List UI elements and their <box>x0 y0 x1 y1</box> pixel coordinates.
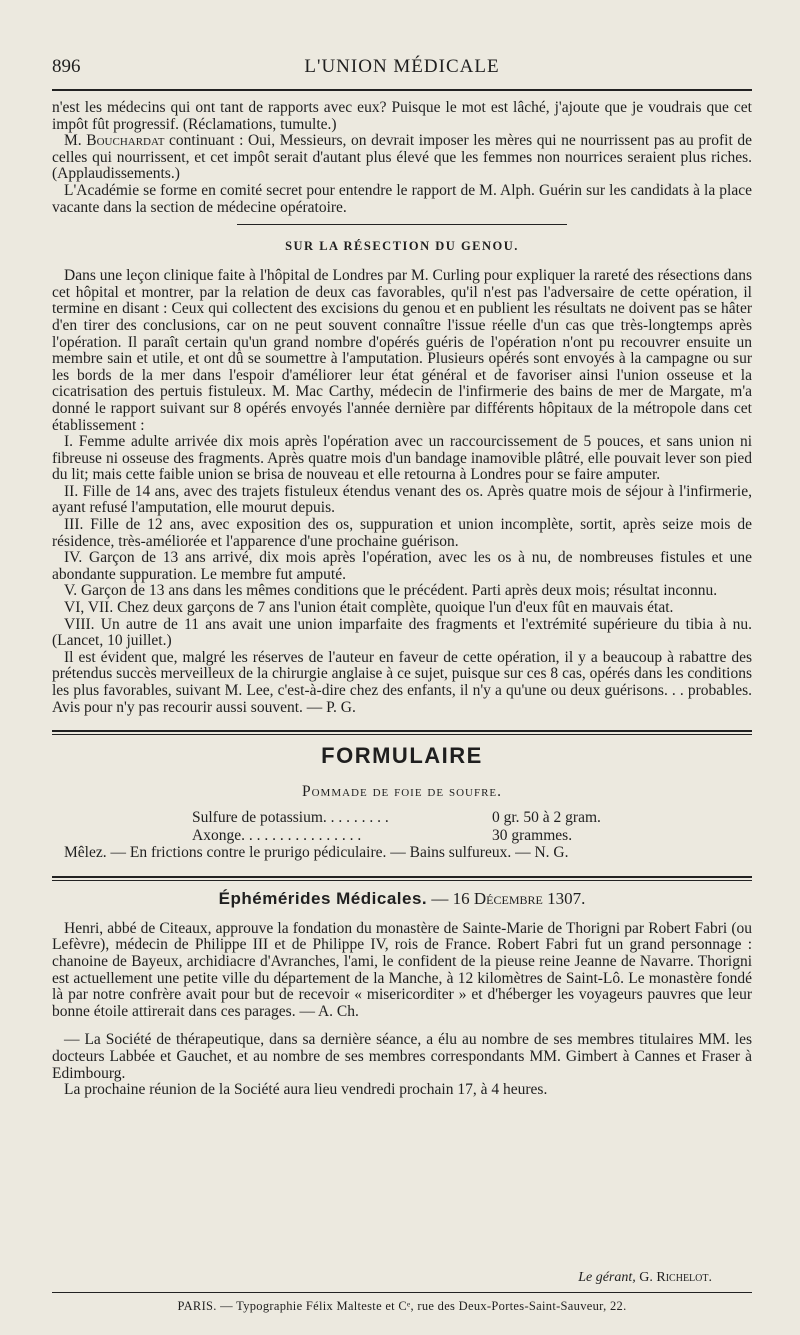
ingredient-row <box>52 809 752 827</box>
ephemerides-title <box>52 889 752 909</box>
societe-paragraph-1: — La Société de thérapeutique, dans sa dernière séance, a élu au nombre de ses membres titulaires MM. les docteurs Labbée et Gauchet, et au nombre de ses membres correspondants MM. Gimbert à Cannes et Fraser à Edimbourg. <box>52 1031 752 1082</box>
double-divider <box>52 876 752 881</box>
section-divider <box>237 224 567 225</box>
ingredient-quantity: 0 gr. 50 à 2 gram. <box>492 809 601 827</box>
gerant-label: Le gérant, <box>578 1270 636 1285</box>
journal-title: L'UNION MÉDICALE <box>304 56 500 77</box>
resection-title: SUR LA RÉSECTION DU GENOU. <box>285 239 519 254</box>
resection-paragraph: II. Fille de 14 ans, avec des trajets fistuleux étendus venant des os. Après quatre mois de séjour à l'infirmerie, ayant refusé l'amputation, elle mourut depuis. <box>52 482 752 517</box>
page-footer <box>52 1262 752 1314</box>
debate-paragraph-2 <box>52 133 752 183</box>
speaker-text: continuant : Oui, Messieurs, on devrait imposer les mères qui ne nourrissent pas au profit de celles qui nourrissent, et cet impôt serait d'autant plus élevé que les femmes non nourrices seraient plus riches. (Applaudissements.) <box>52 132 752 183</box>
double-divider <box>52 730 752 735</box>
ingredient-row <box>52 827 752 845</box>
debate-paragraph-1: n'est les médecins qui ont tant de rapports avec eux? Puisque le mot est lâché, j'ajoute que je voudrais que cet impôt fût progressif. (Réclamations, tumulte.) <box>52 99 752 133</box>
page-number: 896 <box>52 56 81 77</box>
gerant-signature <box>52 1270 752 1286</box>
recipe-usage: Mêlez. — En frictions contre le prurigo pédiculaire. — Bains sulfureux. — N. G. <box>64 844 569 862</box>
resection-paragraph: VIII. Un autre de 11 ans avait une union imparfaite des fragments et l'extrémité supérieure du tibia à nu. (Lancet, 10 juillet.) <box>52 615 752 650</box>
resection-paragraph: VI, VII. Chez deux garçons de 7 ans l'union était complète, quoique l'un d'eux fût en mauvais état. <box>64 599 674 617</box>
resection-paragraph: Dans une leçon clinique faite à l'hôpital de Londres par M. Curling pour expliquer la rareté des résections dans cet hôpital et montrer, par la relation de deux cas favorables, qu'il n'est pas l'adversaire de cette opération, il termine en disant : Ceux qui collectent des excisions du genou et en publient les résultats ne doivent pas se hâter d'en tirer des conclusions, car on ne peut souvent connaître l'issue réelle d'un cas que très-longtemps après l'opération. Il paraît certain qu'un grand nombre d'opérés guéris de l'opération n'ont pu recouvrer ensuite un membre sain et utile, et ont dû se soumettre à l'amputation. Plusieurs opérés sont envoyés à la campagne ou sur les bords de la mer dans l'espoir d'améliorer leur état général et de favoriser ainsi l'union osseuse et la cicatrisation des pertuis fistuleux. M. Mac Carthy, médecin de l'infirmerie des bains de mer de Margate, m'a donné le rapport suivant sur 8 opérés envoyés l'année dernière par différents hôpitaux de la métropole dans cet établissement : <box>52 267 752 434</box>
resection-paragraph: V. Garçon de 13 ans dans les mêmes conditions que le précédent. Parti après deux mois; résultat inconnu. <box>64 582 718 600</box>
recipe-title: Pommade de foie de soufre. <box>301 783 503 801</box>
printer-imprint: PARIS. — Typographie Félix Malteste et Cᵉ, rue des Deux-Portes-Saint-Sauveur, 22. <box>52 1292 752 1314</box>
ephemerides-paragraph: Henri, abbé de Citeaux, approuve la fondation du monastère de Sainte-Marie de Thorigni par Robert Fabri (ou Lefèvre), médecin de Philippe III et de Philippe IV, rois de France. Robert Fabri fut un grand personnage : chanoine de Bayeux, archidiacre d'Avranches, l'ami, le confident de la pieuse reine Jeanne de Navarre. Thorigni est actuellement une petite ville du département de la Manche, à 12 kilomètres de Saint-Lô. Le monastère fondé là par notre confrère avait pour but de recevoir « misericorditer » et d'héberger les voyageurs pauvres que leur bonne étoile attirerait dans ces parages. — A. Ch. <box>52 919 752 1020</box>
gerant-name: G. Richelot. <box>635 1270 712 1285</box>
debate-paragraph-3: L'Académie se forme en comité secret pour entendre le rapport de M. Alph. Guérin sur les candidats à la place vacante dans la section de médecine opératoire. <box>52 181 752 216</box>
resection-paragraph: Il est évident que, malgré les réserves de l'auteur en faveur de cette opération, il y a beaucoup à rabattre des prétendus succès merveilleux de la chirurgie anglaise à ce sujet, puisque sur ces 8 cas, opérés dans les conditions les plus favorables, suivant M. Lee, c'est-à-dire chez des enfants, il n'y a qu'une ou deux guérisons. . . probables. Avis pour n'y pas recourir aussi souvent. — P. G. <box>52 648 752 716</box>
header-rule <box>52 89 752 91</box>
ingredient-quantity: 30 grammes. <box>492 827 573 845</box>
speaker-name: M. Bouchardat <box>64 132 165 150</box>
ephemerides-date: — 16 Décembre 1307. <box>427 888 586 908</box>
ephemerides-heading: Éphémérides Médicales. <box>218 888 428 908</box>
ingredient-name: Sulfure de potassium. . . . . . . . . <box>192 809 389 827</box>
resection-paragraph: I. Femme adulte arrivée dix mois après l'opération avec un raccourcissement de 5 pouces, et sans union ni fibreuse ni osseuse des fragments. Après quatre mois d'un bandage inamovible plâtré, elle pouvait lever son pied du lit; mais cette faible union se brisa de nouveau et elle retourna à Londres pour se faire amputer. <box>52 433 752 484</box>
resection-paragraph: IV. Garçon de 13 ans arrivé, dix mois après l'opération, avec les os à nu, de nombreuses fistules et une abondante suppuration. Le membre fut amputé. <box>52 549 752 583</box>
formulaire-title: FORMULAIRE <box>321 743 483 769</box>
societe-paragraph-2: La prochaine réunion de la Société aura lieu vendredi prochain 17, à 4 heures. <box>64 1081 548 1099</box>
page-header <box>52 56 752 82</box>
page-body <box>52 100 752 1099</box>
resection-paragraph: III. Fille de 12 ans, avec exposition des os, suppuration et union incomplète, sortit, après seize mois de résidence, très-améliorée et l'apparence d'une prochaine guérison. <box>52 516 752 550</box>
ingredient-name: Axonge. . . . . . . . . . . . . . . . <box>192 827 362 845</box>
